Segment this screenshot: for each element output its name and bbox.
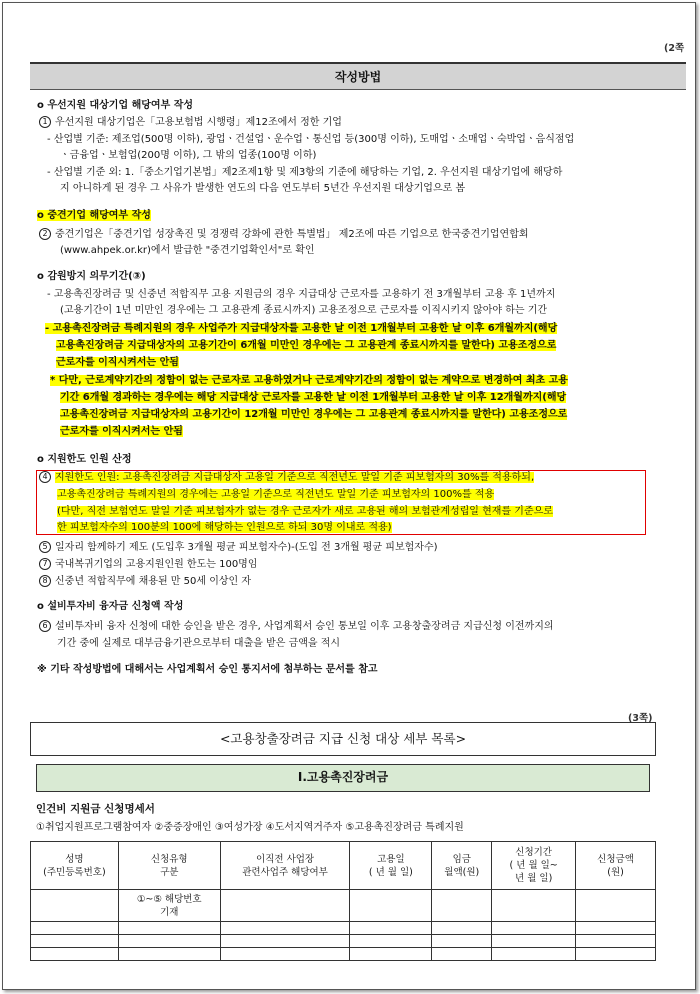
table-cell[interactable] bbox=[432, 890, 492, 922]
table-cell[interactable] bbox=[350, 948, 432, 961]
type-categories: ①취업지원프로그램참여자 ②중증장애인 ③여성가장 ④도서지역거주자 ⑤고용촉진장려금 특례지원 bbox=[36, 822, 464, 833]
table-cell[interactable] bbox=[220, 935, 350, 948]
section-title-midsize: o 중견기업 해당여부 작성 bbox=[37, 210, 151, 221]
highlight-line-3: 근로자를 이직시켜서는 안됨 bbox=[56, 357, 179, 368]
note-layoff-2: (고용기간이 1년 미만인 경우에는 그 고용관계 종료시까지) 고용조정으로 근로자를 이직시키지 않아야 하는 기간 bbox=[60, 305, 548, 316]
table-cell[interactable] bbox=[350, 922, 432, 935]
highlight-line-4: * 다만, 근로계약기간의 정함이 없는 근로자로 고용하였거나 근로계약기간의 정함이 없는 계약으로 변경하여 최초 고용 bbox=[50, 375, 568, 386]
table-cell[interactable] bbox=[118, 935, 220, 948]
header-period: 신청기간 ( 년 월 일~ 년 월 일) bbox=[492, 842, 576, 890]
table-cell[interactable] bbox=[350, 890, 432, 922]
table-cell[interactable] bbox=[432, 922, 492, 935]
highlight-line-7: 근로자를 이직시켜서는 안됨 bbox=[60, 426, 183, 437]
header-amount: 신청금액 (원) bbox=[576, 842, 656, 890]
table-cell[interactable] bbox=[220, 922, 350, 935]
bullet-other-criteria: - 산업별 기준 외: 1.「중소기업기본법」제2조제1항 및 제3항의 기준에 해당하는 기업, 2. 우선지원 대상기업에 해당하 bbox=[47, 167, 563, 178]
table-row bbox=[31, 948, 656, 961]
section-title-equipment-loan: o 설비투자비 융자금 신청액 작성 bbox=[37, 601, 184, 612]
bullet-industry-criteria: - 산업별 기준: 제조업(500명 이하), 광업ㆍ건설업ㆍ운수업ㆍ통신업 등(300명 이하), 도매업ㆍ소매업ㆍ숙박업ㆍ음식점업 bbox=[47, 134, 575, 145]
circled-number-6: 6 bbox=[39, 620, 51, 632]
table-cell[interactable] bbox=[576, 922, 656, 935]
item-8: 8 신중년 적합직무에 채용된 만 50세 이상인 자 bbox=[39, 574, 251, 590]
item-6: 6 설비투자비 융자 신청에 대한 승인을 받은 경우, 사업계획서 승인 통보일 이후 고용창출장려금 지급신청 이전까지의 bbox=[39, 619, 554, 635]
table-cell[interactable] bbox=[492, 922, 576, 935]
item-4-cont-3: 한 피보험자수의 100분의 100에 해당하는 인원으로 하되 30명 이내로 적용) bbox=[57, 522, 392, 533]
table-row bbox=[31, 935, 656, 948]
list-title: <고용창출장려금 지급 신청 대상 세부 목록> bbox=[30, 722, 656, 756]
header-hire-date: 고용일 ( 년 월 일) bbox=[350, 842, 432, 890]
highlight-line-1: - 고용촉진장려금 특례지원의 경우 사업주가 지급대상자를 고용한 날 이전 1개월부터 고용한 날 이후 6개월까지(해당 bbox=[45, 323, 558, 334]
page-number-3: (3쪽) bbox=[628, 713, 653, 724]
table-cell[interactable] bbox=[350, 935, 432, 948]
table-row bbox=[31, 890, 656, 922]
header-type: 신청유형 구분 bbox=[118, 842, 220, 890]
highlight-line-6: 고용촉진장려금 지급대상자의 고용기간이 12개월 미만인 경우에는 그 고용관계 종료시까지를 말한다) 고용조정으로 bbox=[60, 409, 568, 420]
table-cell[interactable] bbox=[576, 890, 656, 922]
item-6-cont: 기간 중에 실제로 대부금융기관으로부터 대출을 받은 금액을 적시 bbox=[57, 638, 341, 649]
table-cell[interactable] bbox=[492, 890, 576, 922]
highlight-line-5: 기간 6개월 경과하는 경우에는 해당 지급대상 근로자를 고용한 날 이전 1개월부터 고용한 날 이후 12개월까지(해당 bbox=[60, 392, 567, 403]
type-hint-cell[interactable]: ①~⑤ 해당번호 기재 bbox=[118, 890, 220, 922]
circled-number-2: 2 bbox=[39, 228, 51, 240]
note-layoff-1: - 고용촉진장려금 및 신중년 적합직무 고용 지원금의 경우 지급대상 근로자를 고용하기 전 3개월부터 고용 후 1년까지 bbox=[47, 289, 556, 300]
table-cell[interactable] bbox=[432, 948, 492, 961]
section-title-support-limit: o 지원한도 인원 산정 bbox=[37, 454, 132, 465]
table-cell[interactable] bbox=[118, 922, 220, 935]
section-title-employment-promotion: I.고용촉진장려금 bbox=[36, 764, 650, 792]
bullet-other-criteria-cont: 지 아니하게 된 경우 그 사유가 발생한 연도의 다음 연도부터 5년간 우선지원 대상기업으로 봄 bbox=[60, 183, 466, 194]
item-4: 4 지원한도 인원: 고용촉진장려금 지급대상자 고용일 기준으로 직전년도 말일 기준 피보험자의 30%를 적용하되, bbox=[39, 470, 534, 486]
table-header-row bbox=[31, 842, 656, 890]
section-title-priority-support: o 우선지원 대상기업 해당여부 작성 bbox=[37, 100, 194, 111]
section-title-layoff-prevention: o 감원방지 의무기간(③) bbox=[37, 271, 146, 282]
table-cell[interactable] bbox=[31, 890, 119, 922]
circled-number-5: 5 bbox=[39, 541, 51, 553]
footnote: ※ 기타 작성방법에 대해서는 사업계획서 승인 통지서에 첨부하는 문서를 참고 bbox=[37, 664, 378, 675]
bullet-industry-criteria-cont: ㆍ금융업ㆍ보험업(200명 이하), 그 밖의 업종(100명 이하) bbox=[60, 150, 317, 161]
application-table bbox=[30, 841, 656, 961]
header-name: 성명 (주민등록번호) bbox=[31, 842, 119, 890]
table-cell[interactable] bbox=[576, 948, 656, 961]
highlight-line-2: 고용촉진장려금 지급대상자의 고용기간이 6개월 미만인 경우에는 그 고용관계 종료시까지를 말한다) 고용조정으로 bbox=[56, 340, 557, 351]
header-wage: 임금 월액(원) bbox=[432, 842, 492, 890]
table-cell[interactable] bbox=[492, 948, 576, 961]
form-subtitle: 인건비 지원금 신청명세서 bbox=[36, 803, 155, 815]
header-prev-employer: 이직전 사업장 관련사업주 해당여부 bbox=[220, 842, 350, 890]
page-number-2: (2쪽 bbox=[664, 43, 685, 54]
circled-number-8: 8 bbox=[39, 575, 51, 587]
item-7: 7 국내복귀기업의 고용지원인원 한도는 100명임 bbox=[39, 557, 258, 573]
table-row bbox=[31, 922, 656, 935]
table-cell[interactable] bbox=[220, 890, 350, 922]
table-cell[interactable] bbox=[118, 948, 220, 961]
item-4-cont-2: (다만, 직전 보험연도 말일 기준 피보험자가 없는 경우 근로자가 새로 고용된 해의 보험관계성립일 현재를 기준으로 bbox=[57, 506, 553, 517]
item-2: 2 중견기업은「중견기업 성장촉진 및 경쟁력 강화에 관한 특별법」 제2조에 따른 기업으로 한국중견기업연합회 bbox=[39, 227, 529, 243]
item-1: 1 우선지원 대상기업은「고용보험법 시행령」제12조에서 정한 기업 bbox=[39, 115, 342, 131]
item-4-cont-1: 고용촉진장려금 특례지원의 경우에는 고용일 기준으로 직전년도 말일 기준 피보험자의 100%를 적용 bbox=[57, 489, 495, 500]
item-5: 5 일자리 함께하기 제도 (도입후 3개월 평균 피보험자수)-(도입 전 3개월 평균 피보험자수) bbox=[39, 540, 438, 556]
table-cell[interactable] bbox=[31, 935, 119, 948]
table-cell[interactable] bbox=[432, 935, 492, 948]
section-header: 작성방법 bbox=[30, 62, 686, 90]
circled-number-1: 1 bbox=[39, 116, 51, 128]
table-cell[interactable] bbox=[576, 935, 656, 948]
circled-number-4: 4 bbox=[39, 471, 51, 483]
table-cell[interactable] bbox=[31, 948, 119, 961]
table-cell[interactable] bbox=[31, 922, 119, 935]
circled-number-7: 7 bbox=[39, 558, 51, 570]
table-cell[interactable] bbox=[492, 935, 576, 948]
table-cell[interactable] bbox=[220, 948, 350, 961]
item-2-cont: (www.ahpek.or.kr)에서 발급한 "중견기업확인서"로 확인 bbox=[60, 245, 315, 256]
